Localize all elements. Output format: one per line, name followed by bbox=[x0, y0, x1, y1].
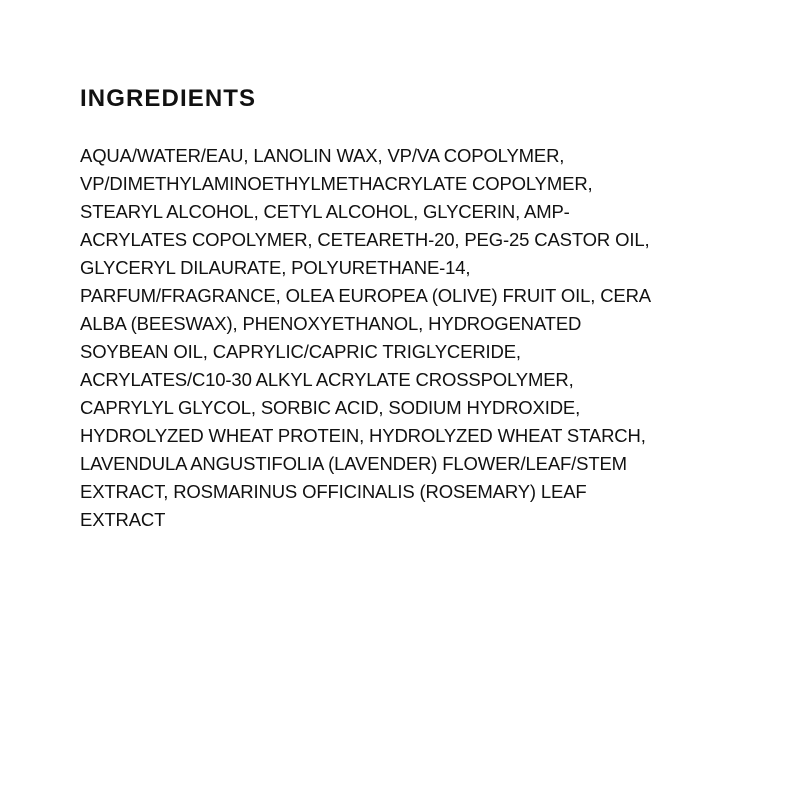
ingredient-line-9: ACRYLATES/C10-30 ALKYL ACRYLATE CROSSPOLYMER, bbox=[80, 369, 574, 390]
ingredient-line-8: SOYBEAN OIL, CAPRYLIC/CAPRIC TRIGLYCERIDE, bbox=[80, 341, 521, 362]
ingredient-line-2: VP/DIMETHYLAMINOETHYLMETHACRYLATE COPOLYMER, bbox=[80, 173, 593, 194]
ingredient-line-11: HYDROLYZED WHEAT PROTEIN, HYDROLYZED WHEAT STARCH, bbox=[80, 425, 646, 446]
ingredients-list bbox=[80, 142, 730, 534]
ingredients-heading: INGREDIENTS bbox=[80, 85, 257, 112]
ingredient-line-6: PARFUM/FRAGRANCE, OLEA EUROPEA (OLIVE) FRUIT OIL, CERA bbox=[80, 285, 651, 306]
ingredient-line-12: LAVENDULA ANGUSTIFOLIA (LAVENDER) FLOWER/LEAF/STEM bbox=[80, 453, 627, 474]
ingredient-line-4: ACRYLATES COPOLYMER, CETEARETH-20, PEG-25 CASTOR OIL, bbox=[80, 229, 650, 250]
ingredient-line-10: CAPRYLYL GLYCOL, SORBIC ACID, SODIUM HYDROXIDE, bbox=[80, 397, 581, 418]
ingredient-line-13: EXTRACT, ROSMARINUS OFFICINALIS (ROSEMARY) LEAF bbox=[80, 481, 587, 502]
ingredient-line-7: ALBA (BEESWAX), PHENOXYETHANOL, HYDROGENATED bbox=[80, 313, 582, 334]
ingredient-line-14: EXTRACT bbox=[80, 509, 166, 530]
ingredient-line-3: STEARYL ALCOHOL, CETYL ALCOHOL, GLYCERIN, AMP- bbox=[80, 201, 570, 222]
ingredient-line-5: GLYCERYL DILAURATE, POLYURETHANE-14, bbox=[80, 257, 471, 278]
ingredient-line-1: AQUA/WATER/EAU, LANOLIN WAX, VP/VA COPOLYMER, bbox=[80, 145, 565, 166]
